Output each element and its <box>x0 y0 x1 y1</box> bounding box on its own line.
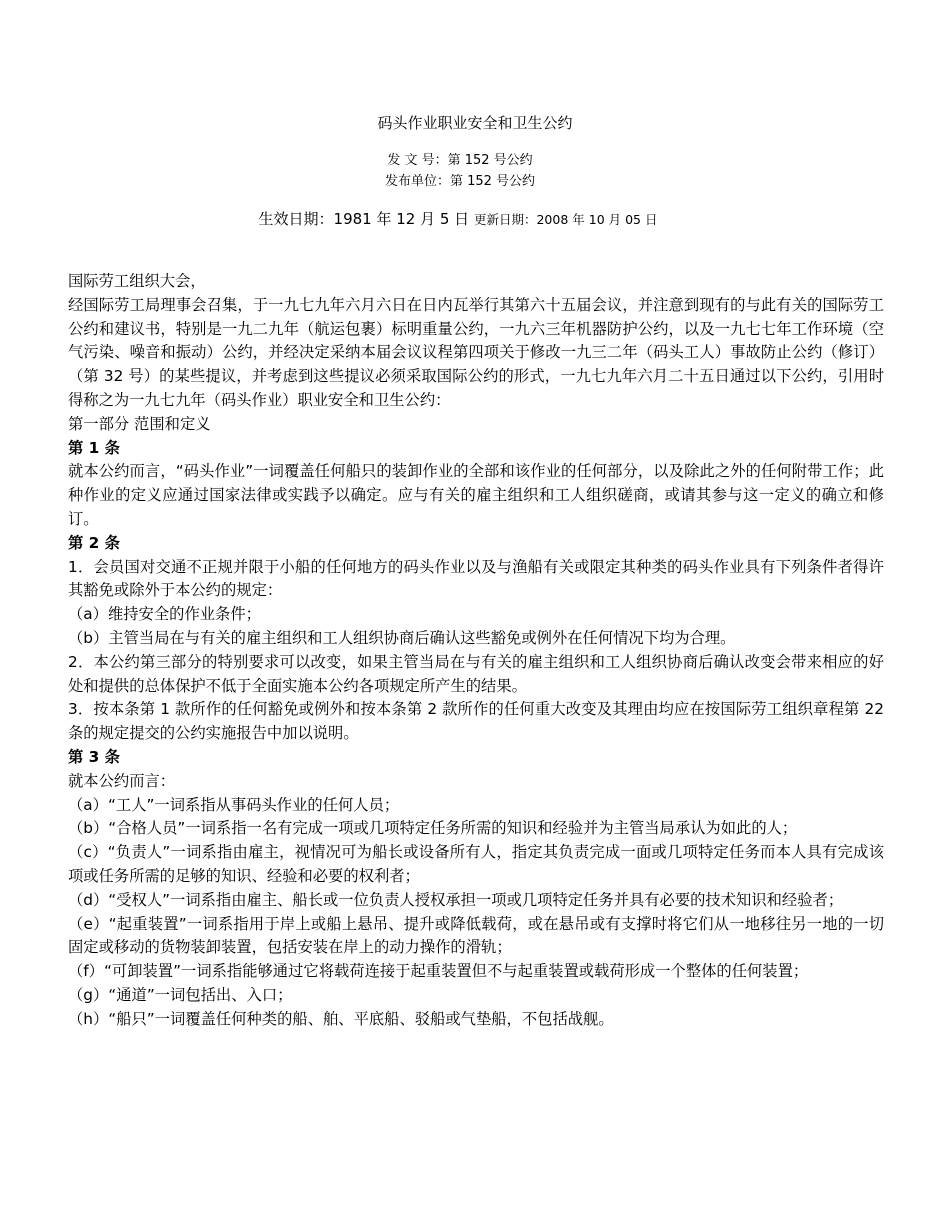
definition-item-c: （c）“负责人”一词系指由雇主，视情况可为船长或设备所有人，指定其负责完成一面或几项特定任务而本人具有完成该项或任务所需的足够的知识、经验和必要的权利者； <box>68 843 884 885</box>
publisher-line <box>0 173 920 191</box>
article-1-paragraph: 就本公约而言，“码头作业”一词覆盖任何船只的装卸作业的全部和该作业的任何部分，以及除此之外的任何附带工作；此种作业的定义应通过国家法律或实践予以确定。应与有关的雇主组织和工人组织磋商，或请其参与这一定义的确立和修订。 <box>68 462 884 528</box>
publisher-label: 发布单位： <box>384 174 450 189</box>
article-2-item-b: （b）主管当局在与有关的雇主组织和工人组织协商后确认这些豁免或例外在任何情况下均为合理。 <box>68 628 736 647</box>
salutation-paragraph: 国际劳工组织大会， <box>68 272 206 290</box>
updated-date-label: 更新日期： <box>473 212 537 227</box>
document-title: 码头作业职业安全和卫生公约 <box>377 114 573 132</box>
publisher-value: 第 152 号公约 <box>449 174 536 189</box>
article-2-item-a: （a）维持安全的作业条件； <box>68 605 261 624</box>
definition-item-a: （a）“工人”一词系指从事码头作业的任何人员； <box>68 795 400 814</box>
definition-item-h: （h）“船只”一词覆盖任何种类的船、舶、平底船、驳船或气垫船，不包括战舰。 <box>68 1009 614 1028</box>
effective-date-value: 1981 年 12 月 5 日 <box>333 210 470 228</box>
article-3-intro: 就本公约而言： <box>68 771 176 790</box>
definition-item-g: （g）“通道”一词包括出、入口； <box>68 985 293 1004</box>
document-body <box>68 270 884 1032</box>
article-2-clause-3: 3．按本条第 1 款所作的任何豁免或例外和按本条第 2 款所作的任何重大改变及其理由均应在按国际劳工组织章程第 22 条的规定提交的公约实施报告中加以说明。 <box>68 700 884 743</box>
doc-number-value: 第 152 号公约 <box>447 153 533 168</box>
preamble-paragraph: 经国际劳工局理事会召集，于一九七九年六月六日在日内瓦举行其第六十五届会议，并注意到现有的与此有关的国际劳工公约和建议书，特别是一九二九年（航运包裹）标明重量公约，一九六三年机器防护公约，以及一九七七年工作环境（空气污染、噪音和振动）公约，并经决定采纳本届会议议程第四项关于修改一九三二年（码头工人）事故防止公约（修订）（第 32 号）的某些提议，并考虑到这些提议必须采取国际公约的形式，一九七九年六月二十五日通过以下公约，引用时得称之为一九七九年（码头作业）职业安全和卫生公约： <box>68 295 884 409</box>
effective-date-label: 生效日期： <box>258 210 334 228</box>
doc-number-line <box>0 152 920 170</box>
definition-item-e: （e）“起重装置”一词系指用于岸上或船上悬吊、提升或降低载荷，或在悬吊或有支撑时将它们从一地移往另一地的一切固定或移动的货物装卸装置，包括安装在岸上的动力操作的滑轨； <box>68 914 884 957</box>
definition-item-d: （d）“受权人”一词系指由雇主、船长或一位负责人授权承担一项或几项特定任务并具有必要的技术知识和经验者； <box>68 890 844 909</box>
article-1-heading: 第 1 条 <box>68 438 120 457</box>
article-2-clause-2: 2．本公约第三部分的特别要求可以改变，如果主管当局在与有关的雇主组织和工人组织协商后确认改变会带来相应的好处和提供的总体保护不低于全面实施本公约各项规定所产生的结果。 <box>68 652 884 695</box>
updated-date-value: 2008 年 10 月 05 日 <box>536 212 658 227</box>
definition-item-b: （b）“合格人员”一词系指一名有完成一项或几项特定任务所需的知识和经验并为主管当局承认为如此的人； <box>68 819 798 838</box>
article-2-heading: 第 2 条 <box>68 533 120 552</box>
part-heading: 第一部分 范围和定义 <box>68 414 211 433</box>
doc-number-label: 发 文 号： <box>387 153 448 168</box>
definition-item-f: （f）“可卸装置”一词系指能够通过它将载荷连接于起重装置但不与起重装置或载荷形成一个整体的任何装置； <box>68 962 809 981</box>
article-2-clause-1: 1．会员国对交通不正规并限于小船的任何地方的码头作业以及与渔船有关或限定其种类的码头作业具有下列条件者得许其豁免或除外于本公约的规定： <box>68 557 884 600</box>
article-3-heading: 第 3 条 <box>68 747 120 766</box>
dates-line <box>0 208 916 231</box>
